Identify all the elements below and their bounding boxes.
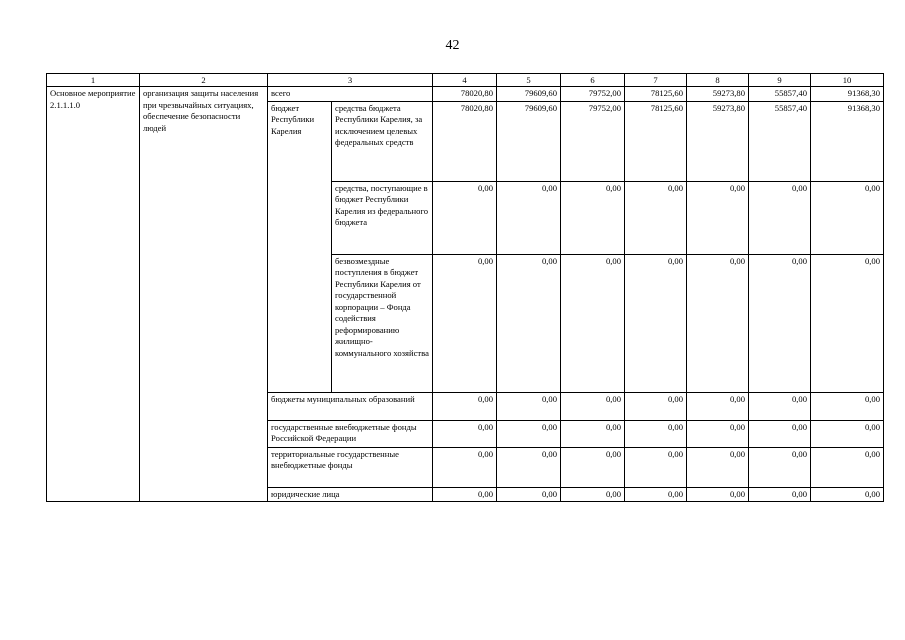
column-number: 8	[687, 74, 749, 87]
column-number: 7	[625, 74, 687, 87]
value-cell: 0,00	[625, 392, 687, 420]
value-cell: 0,00	[497, 487, 561, 502]
value-cell: 0,00	[497, 447, 561, 487]
value-cell: 0,00	[687, 420, 749, 447]
column-number-row	[47, 74, 884, 87]
column-number: 6	[561, 74, 625, 87]
value-cell: 0,00	[749, 420, 811, 447]
column-number: 4	[433, 74, 497, 87]
value-cell: 0,00	[749, 487, 811, 502]
column-number: 10	[811, 74, 884, 87]
value-cell: 0,00	[497, 181, 561, 254]
value-cell: 0,00	[687, 181, 749, 254]
value-cell: 0,00	[497, 254, 561, 392]
source-label-municipal: бюджеты муниципальных образований	[268, 392, 433, 420]
value-cell: 0,00	[433, 181, 497, 254]
column-number: 9	[749, 74, 811, 87]
value-cell: 0,00	[625, 447, 687, 487]
value-cell: 0,00	[749, 181, 811, 254]
activity-description: организация защиты населения при чрезвычайных ситуациях, обеспечение безопасности людей	[140, 87, 268, 502]
sub-source-label: средства бюджета Республики Карелия, за исключением целевых федеральных средств	[332, 101, 433, 181]
source-label-offbudget: государственные внебюджетные фонды Российской Федерации	[268, 420, 433, 447]
value-cell: 0,00	[811, 392, 884, 420]
value-cell: 0,00	[687, 254, 749, 392]
value-cell: 91368,30	[811, 101, 884, 181]
value-cell: 78125,60	[625, 87, 687, 102]
value-cell: 0,00	[433, 447, 497, 487]
column-number: 2	[140, 74, 268, 87]
value-cell: 0,00	[561, 487, 625, 502]
value-cell: 0,00	[561, 420, 625, 447]
page-number: 42	[445, 38, 460, 53]
value-cell: 0,00	[433, 487, 497, 502]
value-cell: 0,00	[497, 420, 561, 447]
value-cell: 0,00	[433, 392, 497, 420]
value-cell: 79609,60	[497, 101, 561, 181]
source-label-total: всего	[268, 87, 433, 102]
value-cell: 78125,60	[625, 101, 687, 181]
table-row-total	[47, 87, 884, 102]
source-label-territorial: территориальные государственные внебюджетные фонды	[268, 447, 433, 487]
value-cell: 0,00	[687, 487, 749, 502]
value-cell: 79609,60	[497, 87, 561, 102]
value-cell: 0,00	[687, 392, 749, 420]
value-cell: 0,00	[433, 254, 497, 392]
value-cell: 0,00	[749, 254, 811, 392]
value-cell: 0,00	[561, 392, 625, 420]
value-cell: 91368,30	[811, 87, 884, 102]
value-cell: 0,00	[687, 447, 749, 487]
value-cell: 55857,40	[749, 101, 811, 181]
value-cell: 0,00	[625, 181, 687, 254]
value-cell: 0,00	[497, 392, 561, 420]
value-cell: 0,00	[561, 254, 625, 392]
value-cell: 78020,80	[433, 87, 497, 102]
value-cell: 0,00	[749, 447, 811, 487]
activity-name: Основное мероприятие 2.1.1.1.0	[47, 87, 140, 502]
value-cell: 0,00	[811, 181, 884, 254]
column-number: 3	[268, 74, 433, 87]
value-cell: 79752,00	[561, 101, 625, 181]
value-cell: 0,00	[625, 254, 687, 392]
value-cell: 0,00	[749, 392, 811, 420]
column-number: 5	[497, 74, 561, 87]
value-cell: 0,00	[561, 181, 625, 254]
column-number: 1	[47, 74, 140, 87]
value-cell: 0,00	[625, 420, 687, 447]
value-cell: 79752,00	[561, 87, 625, 102]
value-cell: 0,00	[811, 420, 884, 447]
value-cell: 59273,80	[687, 101, 749, 181]
budget-table	[46, 73, 884, 502]
source-label-budget-rk: бюджет Республики Карелия	[268, 101, 332, 392]
sub-source-label: средства, поступающие в бюджет Республики Карелия из федерального бюджета	[332, 181, 433, 254]
value-cell: 78020,80	[433, 101, 497, 181]
value-cell: 0,00	[811, 447, 884, 487]
value-cell: 0,00	[811, 254, 884, 392]
value-cell: 0,00	[433, 420, 497, 447]
value-cell: 55857,40	[749, 87, 811, 102]
value-cell: 0,00	[561, 447, 625, 487]
value-cell: 0,00	[625, 487, 687, 502]
value-cell: 0,00	[811, 487, 884, 502]
source-label-legal: юридические лица	[268, 487, 433, 502]
sub-source-label: безвозмездные поступления в бюджет Республики Карелия от государственной корпорации – Фонда содействия реформированию жилищно-коммунального хозяйства	[332, 254, 433, 392]
value-cell: 59273,80	[687, 87, 749, 102]
